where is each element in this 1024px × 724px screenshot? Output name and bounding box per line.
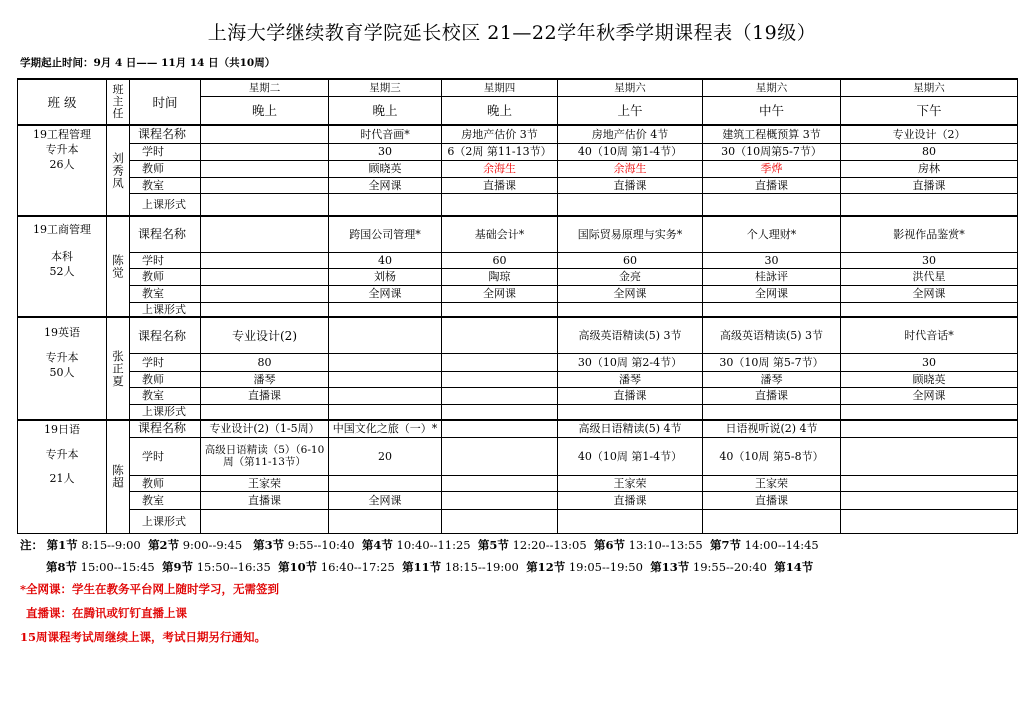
- course-cell: 时代音话*: [841, 317, 1018, 353]
- class-size: 26人: [49, 158, 75, 172]
- room-cell: 全网课: [329, 177, 442, 194]
- room-cell: 直播课: [442, 177, 558, 194]
- period-label: 第4节: [361, 538, 393, 552]
- row-label: 课程名称: [130, 317, 201, 353]
- room-cell: 全网课: [558, 285, 703, 302]
- period-time: 13:10--13:55: [628, 538, 703, 552]
- course-cell: 高级英语精读(5) 3节: [703, 317, 841, 353]
- course-cell: 高级英语精读(5) 3节: [558, 317, 703, 353]
- header-slot: 上午: [558, 97, 703, 126]
- teacher-cell: 桂詠评: [703, 269, 841, 286]
- row-label: 教师: [130, 161, 201, 178]
- class-name: 19英语: [44, 326, 80, 340]
- period-label: 第2节: [148, 538, 180, 552]
- row-label: 上课形式: [130, 404, 201, 419]
- format-cell: [558, 510, 703, 534]
- note-live-course: 直播课：在腾讯或钉钉直播上课: [26, 606, 187, 620]
- room-cell: [201, 177, 329, 194]
- hours-cell: 20: [329, 437, 442, 475]
- class-size: 52人: [49, 265, 75, 278]
- teacher-cell: 潘琴: [201, 371, 329, 388]
- course-cell: 房地产估价 4节: [558, 125, 703, 143]
- header-row-days: [18, 79, 1018, 97]
- hours-cell: 30（10周 第2-4节）: [558, 354, 703, 372]
- teacher-cell: [329, 371, 442, 388]
- teacher-cell: 王家荣: [558, 475, 703, 492]
- class-level: 本科: [51, 250, 73, 264]
- room-cell: 全网课: [329, 492, 442, 510]
- hours-cell: 30: [841, 252, 1018, 269]
- period-label: 第12节: [526, 560, 566, 574]
- header-slot: 下午: [841, 97, 1018, 126]
- period-time: 12:20--13:05: [512, 538, 587, 552]
- table-row: [18, 510, 1018, 534]
- teacher-cell: 陶琼: [442, 269, 558, 286]
- format-cell: [703, 302, 841, 317]
- row-label: 教师: [130, 475, 201, 492]
- table-row: [18, 404, 1018, 419]
- format-cell: [201, 194, 329, 217]
- teacher-cell: 顾晓英: [329, 161, 442, 178]
- class-size: 50人: [49, 366, 75, 380]
- head-teacher: 陈觉: [107, 216, 130, 317]
- period-time: 16:40--17:25: [320, 560, 395, 574]
- room-cell: 全网课: [841, 285, 1018, 302]
- format-cell: [703, 510, 841, 534]
- note-exam-week: 15周课程考试周继续上课，考试日期另行通知。: [20, 630, 267, 644]
- course-cell: 专业设计（2）: [841, 125, 1018, 143]
- course-cell: 国际贸易原理与实务*: [558, 216, 703, 252]
- hours-cell: 80: [201, 354, 329, 372]
- room-cell: 直播课: [703, 492, 841, 510]
- table-row: [18, 252, 1018, 269]
- table-row: [18, 302, 1018, 317]
- format-cell: [201, 510, 329, 534]
- room-cell: 直播课: [841, 177, 1018, 194]
- class-level: 专升本: [45, 143, 79, 157]
- table-row: [18, 475, 1018, 492]
- format-cell: [841, 510, 1018, 534]
- row-label: 课程名称: [130, 420, 201, 438]
- hours-cell: 40（10周 第1-4节）: [558, 143, 703, 161]
- class-name: 19工程管理: [33, 128, 91, 142]
- class-name: 19工商管理: [33, 223, 91, 237]
- row-label: 学时: [130, 437, 201, 475]
- period-label: 第6节: [593, 538, 625, 552]
- table-row: [18, 125, 1018, 143]
- format-cell: [442, 194, 558, 217]
- header-slot: 晚上: [442, 97, 558, 126]
- period-label: 第5节: [477, 538, 509, 552]
- teacher-cell: [201, 161, 329, 178]
- row-label: 课程名称: [130, 216, 201, 252]
- room-cell: 全网课: [329, 285, 442, 302]
- format-cell: [201, 302, 329, 317]
- teacher-cell: 顾晓英: [841, 371, 1018, 388]
- room-cell: [442, 492, 558, 510]
- table-row: [18, 420, 1018, 438]
- room-cell: 直播课: [558, 388, 703, 405]
- teacher-cell: 潘琴: [703, 371, 841, 388]
- course-cell: [201, 216, 329, 252]
- course-cell: 基础会计*: [442, 216, 558, 252]
- hours-cell: 6（2周 第11-13节）: [442, 143, 558, 161]
- hours-cell: 40（10周 第5-8节）: [703, 437, 841, 475]
- header-day: 星期六: [558, 79, 703, 97]
- teacher-cell: 王家荣: [703, 475, 841, 492]
- table-row: [18, 388, 1018, 405]
- hours-cell: [329, 354, 442, 372]
- hours-cell: 40: [329, 252, 442, 269]
- class-cell: [18, 420, 107, 534]
- teacher-cell: [329, 475, 442, 492]
- note-online-course: *全网课：学生在教务平台网上随时学习，无需签到: [20, 582, 280, 596]
- period-time: 8:15--9:00: [81, 538, 141, 552]
- class-cell: [18, 125, 107, 216]
- period-label: 第8节: [46, 560, 78, 574]
- table-row: [18, 317, 1018, 353]
- period-label: 第3节: [253, 538, 285, 552]
- row-label: 学时: [130, 143, 201, 161]
- table-row: [18, 216, 1018, 252]
- header-day: 星期二: [201, 79, 329, 97]
- course-cell: 日语视听说(2) 4节: [703, 420, 841, 438]
- period-label: 第14节: [774, 560, 814, 574]
- teacher-cell: [201, 269, 329, 286]
- teacher-cell: 王家荣: [201, 475, 329, 492]
- course-cell: 房地产估价 3节: [442, 125, 558, 143]
- format-cell: [703, 404, 841, 419]
- hours-cell: 30（10周 第5-7节）: [703, 354, 841, 372]
- period-time: 14:00--14:45: [744, 538, 819, 552]
- head-teacher: 张正夏: [107, 317, 130, 419]
- hours-cell: 高级日语精读（5）（6-10周（第11-13节）: [201, 437, 329, 475]
- period-time: 9:00--9:45: [182, 538, 243, 552]
- room-cell: 直播课: [703, 177, 841, 194]
- period-time: 18:15--19:00: [444, 560, 519, 574]
- hours-cell: 30: [841, 354, 1018, 372]
- head-teacher: 陈超: [107, 420, 130, 534]
- course-cell: 影视作品鉴赏*: [841, 216, 1018, 252]
- notes-prefix: 注：: [20, 538, 43, 552]
- header-day: 星期六: [703, 79, 841, 97]
- period-label: 第7节: [710, 538, 742, 552]
- class-level: 专升本: [45, 447, 79, 461]
- teacher-cell: [442, 371, 558, 388]
- teacher-cell: 余海生: [558, 161, 703, 178]
- course-cell: 专业设计(2): [201, 317, 329, 353]
- teacher-cell: [841, 475, 1018, 492]
- header-slot: 晚上: [201, 97, 329, 126]
- schedule-table: [17, 78, 1018, 534]
- room-cell: 全网课: [442, 285, 558, 302]
- term-dates: 学期起止时间：9月 4 日—— 11月 14 日（共10周）: [20, 57, 276, 69]
- header-day: 星期六: [841, 79, 1018, 97]
- class-size: 21人: [49, 472, 75, 486]
- format-cell: [841, 404, 1018, 419]
- hours-cell: 30: [329, 143, 442, 161]
- table-row: [18, 371, 1018, 388]
- room-cell: [442, 388, 558, 405]
- course-cell: 高级日语精读(5) 4节: [558, 420, 703, 438]
- period-time: 19:05--19:50: [568, 560, 643, 574]
- format-cell: [558, 194, 703, 217]
- period-time: 15:00--15:45: [80, 560, 155, 574]
- format-cell: [329, 510, 442, 534]
- row-label: 教师: [130, 371, 201, 388]
- room-cell: 全网课: [703, 285, 841, 302]
- format-cell: [841, 194, 1018, 217]
- hours-cell: [442, 354, 558, 372]
- period-label: 第1节: [46, 538, 78, 552]
- hours-cell: [841, 437, 1018, 475]
- hours-cell: 60: [442, 252, 558, 269]
- room-cell: [841, 492, 1018, 510]
- course-cell: 专业设计(2)（1-5周）: [201, 420, 329, 438]
- teacher-cell: 洪代星: [841, 269, 1018, 286]
- row-label: 教室: [130, 388, 201, 405]
- header-time: 时间: [130, 79, 201, 125]
- format-cell: [442, 404, 558, 419]
- table-row: [18, 437, 1018, 475]
- period-time: 15:50--16:35: [196, 560, 271, 574]
- hours-cell: 80: [841, 143, 1018, 161]
- course-cell: [442, 317, 558, 353]
- course-cell: [442, 420, 558, 438]
- row-label: 教室: [130, 177, 201, 194]
- header-slot: 晚上: [329, 97, 442, 126]
- row-label: 上课形式: [130, 302, 201, 317]
- course-cell: 跨国公司管理*: [329, 216, 442, 252]
- format-cell: [329, 404, 442, 419]
- room-cell: 直播课: [201, 492, 329, 510]
- period-time: 9:55--10:40: [287, 538, 355, 552]
- course-cell: 个人理财*: [703, 216, 841, 252]
- hours-cell: 40（10周 第1-4节）: [558, 437, 703, 475]
- course-cell: 中国文化之旅（一）*: [329, 420, 442, 438]
- format-cell: [703, 194, 841, 217]
- format-cell: [558, 404, 703, 419]
- hours-cell: 30（10周第5-7节）: [703, 143, 841, 161]
- teacher-cell: 潘琴: [558, 371, 703, 388]
- row-label: 教室: [130, 492, 201, 510]
- hours-cell: 60: [558, 252, 703, 269]
- course-cell: [841, 420, 1018, 438]
- header-slot: 中午: [703, 97, 841, 126]
- table-row: [18, 285, 1018, 302]
- class-cell: [18, 317, 107, 419]
- teacher-cell: [442, 475, 558, 492]
- format-cell: [442, 510, 558, 534]
- period-times-line-1: [20, 537, 819, 553]
- period-times-line-2: [46, 559, 813, 575]
- row-label: 教师: [130, 269, 201, 286]
- header-day: 星期四: [442, 79, 558, 97]
- format-cell: [841, 302, 1018, 317]
- header-class: 班 级: [18, 79, 107, 125]
- period-label: 第11节: [402, 560, 442, 574]
- table-row: [18, 161, 1018, 178]
- course-cell: 建筑工程概预算 3节: [703, 125, 841, 143]
- table-row: [18, 177, 1018, 194]
- hours-cell: 30: [703, 252, 841, 269]
- room-cell: [329, 388, 442, 405]
- head-teacher: 刘秀凤: [107, 125, 130, 216]
- format-cell: [329, 302, 442, 317]
- table-row: [18, 492, 1018, 510]
- table-row: [18, 354, 1018, 372]
- table-row: [18, 194, 1018, 217]
- room-cell: 直播课: [703, 388, 841, 405]
- header-day: 星期三: [329, 79, 442, 97]
- room-cell: 全网课: [841, 388, 1018, 405]
- row-label: 学时: [130, 252, 201, 269]
- teacher-cell: 季烨: [703, 161, 841, 178]
- class-level: 专升本: [45, 351, 79, 365]
- format-cell: [558, 302, 703, 317]
- row-label: 教室: [130, 285, 201, 302]
- room-cell: [201, 285, 329, 302]
- schedule-title: 上海大学继续教育学院延长校区 21—22学年秋季学期课程表（19级）: [207, 22, 817, 44]
- header-teacher: 班主任: [107, 79, 130, 125]
- teacher-cell: 房林: [841, 161, 1018, 178]
- period-label: 第9节: [162, 560, 194, 574]
- row-label: 上课形式: [130, 510, 201, 534]
- format-cell: [201, 404, 329, 419]
- hours-cell: [201, 252, 329, 269]
- format-cell: [329, 194, 442, 217]
- room-cell: 直播课: [558, 177, 703, 194]
- teacher-cell: 刘杨: [329, 269, 442, 286]
- table-row: [18, 269, 1018, 286]
- period-time: 10:40--11:25: [396, 538, 471, 552]
- period-time: 19:55--20:40: [692, 560, 767, 574]
- row-label: 学时: [130, 354, 201, 372]
- period-label: 第13节: [650, 560, 690, 574]
- table-row: [18, 143, 1018, 161]
- course-cell: [201, 125, 329, 143]
- class-cell: [18, 216, 107, 317]
- course-cell: 时代音画*: [329, 125, 442, 143]
- teacher-cell: 金亮: [558, 269, 703, 286]
- teacher-cell: 余海生: [442, 161, 558, 178]
- hours-cell: [201, 143, 329, 161]
- course-cell: [329, 317, 442, 353]
- row-label: 上课形式: [130, 194, 201, 217]
- class-name: 19日语: [44, 422, 80, 436]
- period-label: 第10节: [278, 560, 318, 574]
- format-cell: [442, 302, 558, 317]
- room-cell: 直播课: [558, 492, 703, 510]
- row-label: 课程名称: [130, 125, 201, 143]
- hours-cell: [442, 437, 558, 475]
- room-cell: 直播课: [201, 388, 329, 405]
